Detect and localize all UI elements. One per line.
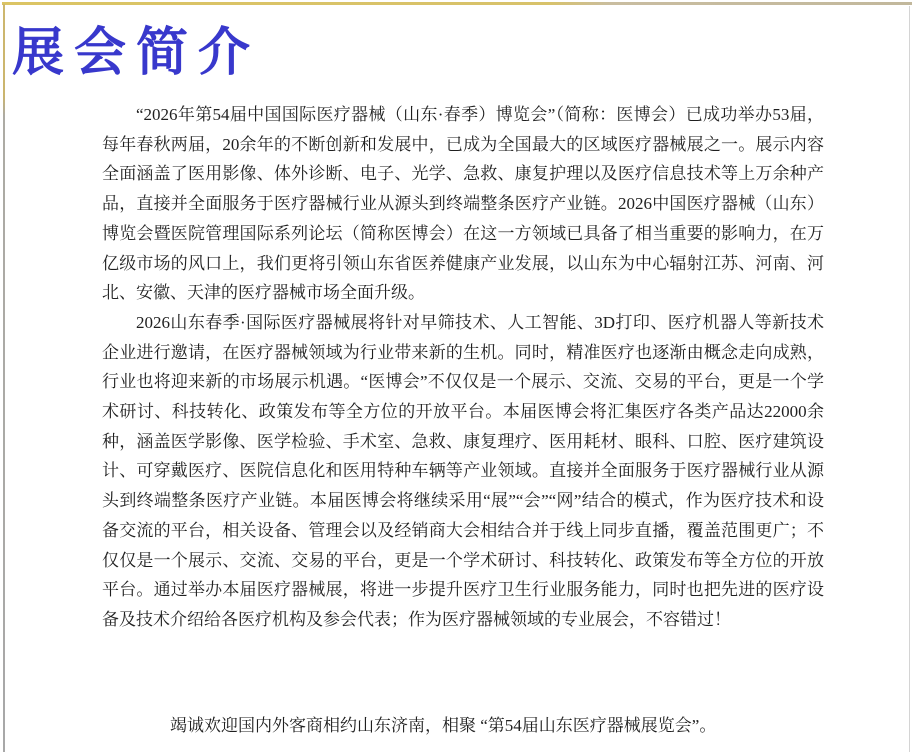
top-border-divider (2, 2, 912, 5)
left-border-divider (3, 4, 5, 752)
content-area (102, 100, 824, 740)
closing-invitation-line: 竭诚欢迎国内外客商相约山东济南，相聚 “第54届山东医疗器械展览会”。 (170, 715, 717, 735)
intro-paragraph-1: “2026年第54届中国国际医疗器械（山东·春季）博览会”（简称：医博会）已成功举办53届，每年春秋两届，20余年的不断创新和发展中，已成为全国最大的区域医疗器械展之一。展示内容全面涵盖了医用影像、体外诊断、电子、光学、急救、康复护理以及医疗信息技术等上万余种产品，直接并全面服务于医疗器械行业从源头到终端整条医疗产业链。2026中国医疗器械（山东）博览会暨医院管理国际系列论坛（简称医博会）在这一方领域已具备了相当重要的影响力，在万亿级市场的风口上，我们更将引领山东省医养健康产业发展，以山东为中心辐射江苏、河南、河北、安徽、天津的医疗器械市场全面升级。 (102, 105, 824, 303)
right-border-divider (909, 6, 910, 752)
page-title: 展会简介 (12, 22, 261, 83)
intro-paragraph-2: 2026山东春季·国际医疗器械展将针对早筛技术、人工智能、3D打印、医疗机器人等新技术企业进行邀请，在医疗器械领域为行业带来新的生机。同时，精准医疗也逐渐由概念走向成熟，行业也将迎来新的市场展示机遇。“医博会”不仅仅是一个展示、交流、交易的平台，更是一个学术研讨、科技转化、政策发布等全方位的开放平台。本届医博会将汇集医疗各类产品达22000余种，涵盖医学影像、医学检验、手术室、急救、康复理疗、医用耗材、眼科、口腔、医疗建筑设计、可穿戴医疗、医院信息化和医用特种车辆等产业领域。直接并全面服务于医疗器械行业从源头到终端整条医疗产业链。本届医博会将继续采用“展”“会”“网”结合的模式，作为医疗技术和设备交流的平台，相关设备、管理会以及经销商大会相结合并于线上同步直播，覆盖范围更广；不仅仅是一个展示、交流、交易的平台，更是一个学术研讨、科技转化、政策发布等全方位的开放平台。通过举办本届医疗器械展，将进一步提升医疗卫生行业服务能力，同时也把先进的医疗设备及技术介绍给各医疗机构及参会代表；作为医疗器械领域的专业展会，不容错过！ (102, 312, 824, 629)
